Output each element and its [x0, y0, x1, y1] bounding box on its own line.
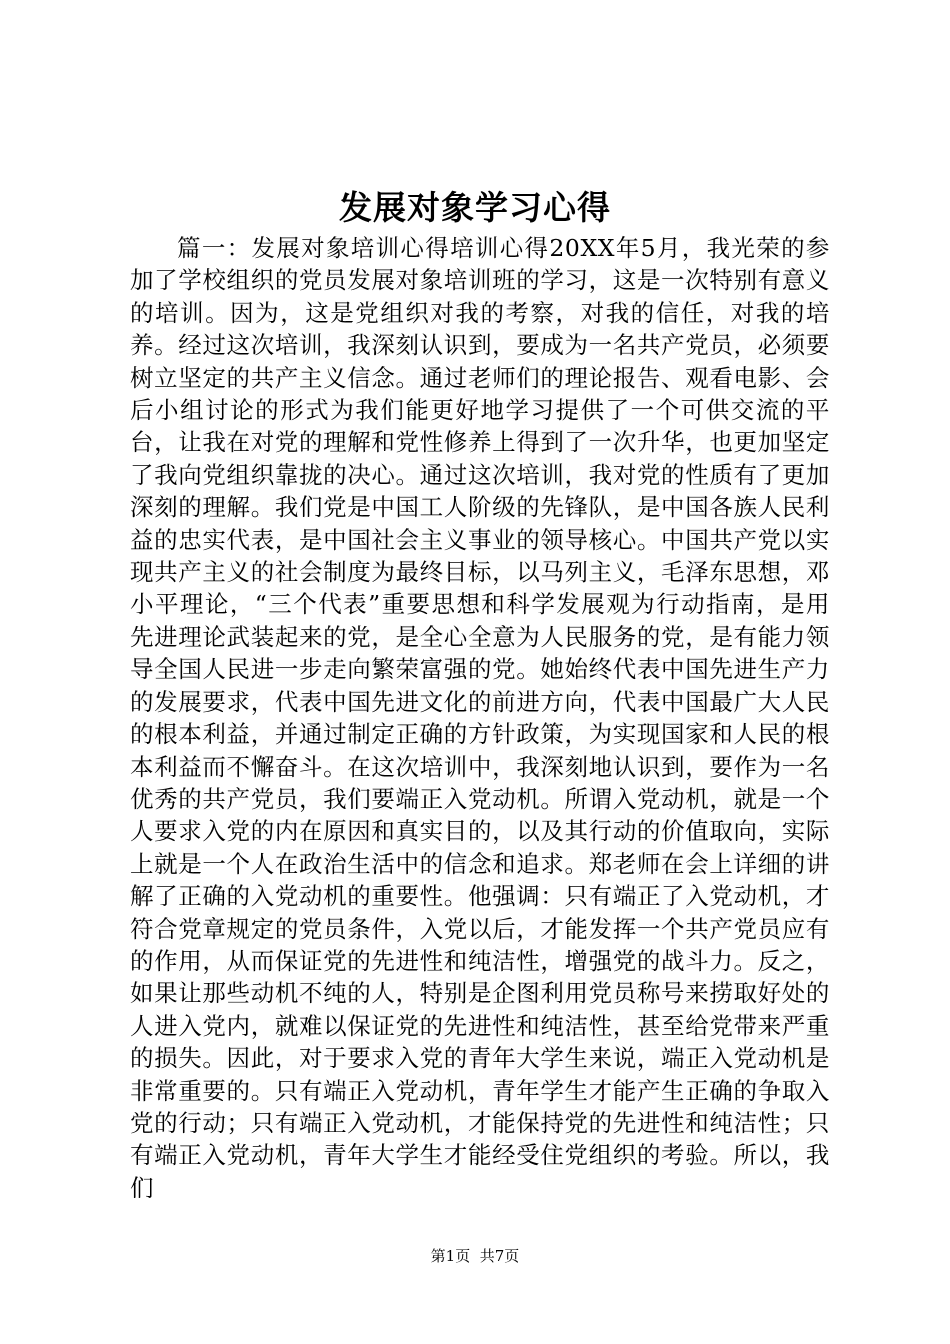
document-title: 发展对象学习心得: [339, 188, 611, 227]
page-number: 第1页: [430, 1247, 471, 1265]
page-total: 共7页: [479, 1247, 520, 1265]
footer-spacer: [470, 1247, 480, 1265]
document-body: 篇一：发展对象培训心得培训心得20XX年5月，我光荣的参加了学校组织的党员发展对象培训班的学习，这是一次特别有意义的培训。因为，这是党组织对我的考察，对我的信任，对我的培养。经过这次培训，我深刻认识到，要成为一名共产党员，必须要树立坚定的共产主义信念。通过老师们的理论报告、观看电影、会后小组讨论的形式为我们能更好地学习提供了一个可供交流的平台，让我在对党的理解和党性修养上得到了一次升华，也更加坚定了我向党组织靠拢的决心。通过这次培训，我对党的性质有了更加深刻的理解。我们党是中国工人阶级的先锋队，是中国各族人民利益的忠实代表，是中国社会主义事业的领导核心。中国共产党以实现共产主义的社会制度为最终目标，以马列主义，毛泽东思想，邓小平理论，“三个代表”重要思想和科学发展观为行动指南，是用先进理论武装起来的党，是全心全意为人民服务的党，是有能力领导全国人民进一步走向繁荣富强的党。她始终代表中国先进生产力的发展要求，代表中国先进文化的前进方向，代表中国最广大人民的根本利益，并通过制定正确的方针政策，为实现国家和人民的根本利益而不懈奋斗。在这次培训中，我深刻地认识到，要作为一名优秀的共产党员，我们要端正入党动机。所谓入党动机，就是一个人要求入党的内在原因和真实目的，以及其行动的价值取向，实际上就是一个人在政治生活中的信念和追求。郑老师在会上详细的讲解了正确的入党动机的重要性。他强调：只有端正了入党动机，才符合党章规定的党员条件，入党以后，才能发挥一个共产党员应有的作用，从而保证党的先进性和纯洁性，增强党的战斗力。反之，如果让那些动机不纯的人，特别是企图利用党员称号来捞取好处的人进入党内，就难以保证党的先进性和纯洁性，甚至给党带来严重的损失。因此，对于要求入党的青年大学生来说，端正入党动机是非常重要的。只有端正入党动机，青年学生才能产生正确的争取入党的行动；只有端正入党动机，才能保持党的先进性和纯洁性；只有端正入党动机，青年大学生才能经受住党组织的考验。所以，我们: [130, 234, 830, 1202]
page-footer: [0, 1246, 950, 1266]
